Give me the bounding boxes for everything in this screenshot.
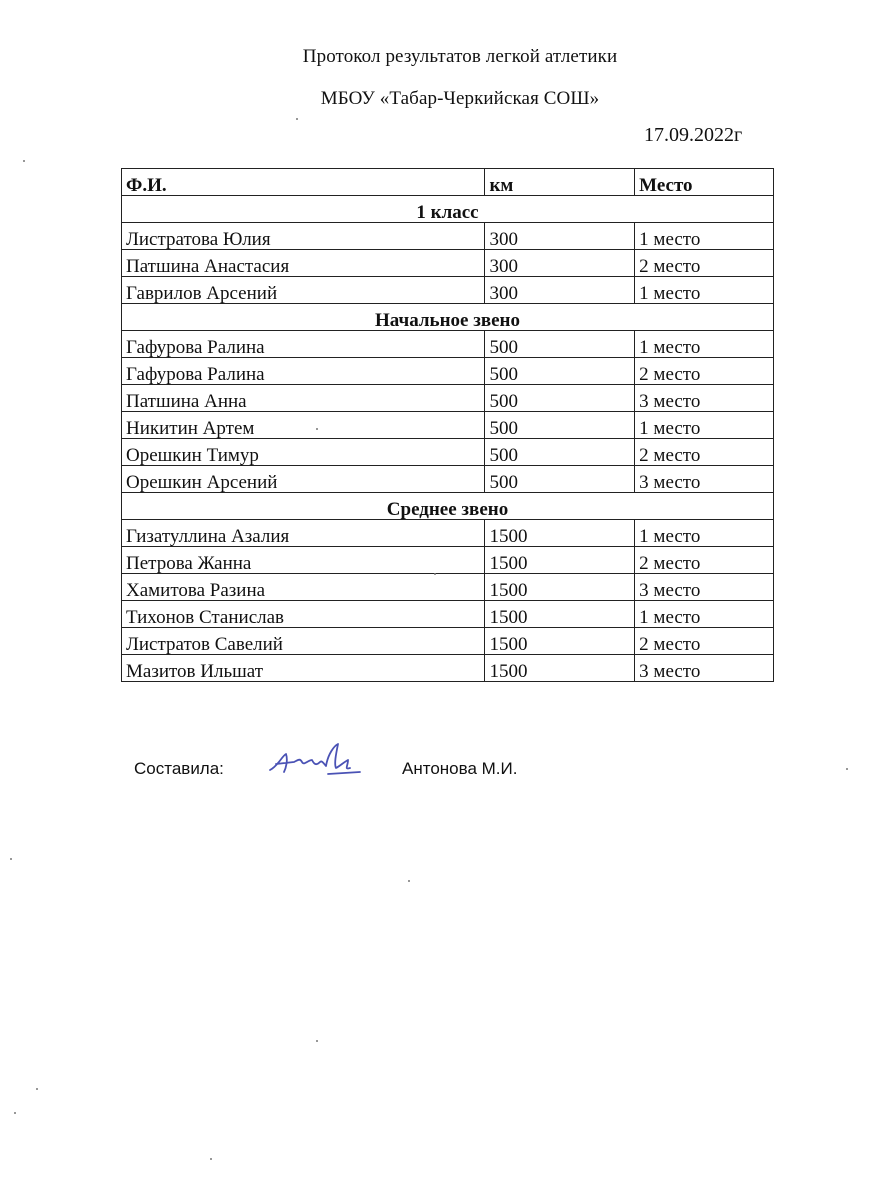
athlete-name-cell: Гизатуллина Азалия [122, 520, 485, 547]
athlete-name-cell: Мазитов Ильшат [122, 655, 485, 682]
place-cell: 2 место [635, 547, 774, 574]
scan-speck [14, 1112, 16, 1114]
results-body [122, 196, 774, 682]
place-cell: 1 место [635, 601, 774, 628]
place-cell: 2 место [635, 439, 774, 466]
table-row [122, 250, 774, 277]
athlete-name-cell: Никитин Артем [122, 412, 485, 439]
table-row [122, 223, 774, 250]
distance-cell: 300 [485, 277, 635, 304]
scan-speck [408, 880, 410, 882]
group-title: Среднее звено [122, 493, 774, 520]
table-row [122, 439, 774, 466]
place-cell: 3 место [635, 574, 774, 601]
table-row [122, 385, 774, 412]
compiled-by-label: Составила: [134, 759, 224, 778]
scan-speck [23, 160, 25, 162]
athlete-name-cell: Гафурова Ралина [122, 331, 485, 358]
school-name: МБОУ «Табар-Черкийская СОШ» [320, 88, 600, 109]
scan-speck [36, 1088, 38, 1090]
place-cell: 1 место [635, 223, 774, 250]
athlete-name-cell: Патшина Анна [122, 385, 485, 412]
group-title: Начальное звено [122, 304, 774, 331]
column-header-place: Место [635, 169, 774, 196]
athlete-name-cell: Гафурова Ралина [122, 358, 485, 385]
place-cell: 2 место [635, 628, 774, 655]
results-table [121, 168, 774, 682]
scan-speck [10, 858, 12, 860]
table-row [122, 520, 774, 547]
table-header-row [122, 169, 774, 196]
athlete-name-cell: Орешкин Тимур [122, 439, 485, 466]
document-date: 17.09.2022г [644, 124, 743, 146]
group-title: 1 класс [122, 196, 774, 223]
distance-cell: 300 [485, 250, 635, 277]
table-row [122, 601, 774, 628]
place-cell: 3 место [635, 466, 774, 493]
table-row [122, 574, 774, 601]
table-row [122, 628, 774, 655]
place-cell: 1 место [635, 412, 774, 439]
place-cell: 1 место [635, 331, 774, 358]
distance-cell: 300 [485, 223, 635, 250]
athlete-name-cell: Листратов Савелий [122, 628, 485, 655]
distance-cell: 1500 [485, 601, 635, 628]
athlete-name-cell: Листратова Юлия [122, 223, 485, 250]
distance-cell: 1500 [485, 628, 635, 655]
table-row [122, 412, 774, 439]
place-cell: 1 место [635, 520, 774, 547]
column-header-name: Ф.И. [122, 169, 485, 196]
distance-cell: 1500 [485, 655, 635, 682]
place-cell: 2 место [635, 358, 774, 385]
distance-cell: 500 [485, 358, 635, 385]
group-row [122, 493, 774, 520]
document-title: Протокол результатов легкой атлетики [302, 46, 618, 67]
scan-speck [296, 118, 298, 120]
distance-cell: 1500 [485, 547, 635, 574]
scan-speck [846, 768, 848, 770]
distance-cell: 500 [485, 412, 635, 439]
distance-cell: 500 [485, 331, 635, 358]
table-row [122, 277, 774, 304]
scan-speck [316, 1040, 318, 1042]
table-row [122, 547, 774, 574]
place-cell: 3 место [635, 385, 774, 412]
group-row [122, 196, 774, 223]
table-row [122, 331, 774, 358]
compiler-name: Антонова М.И. [402, 759, 518, 778]
distance-cell: 1500 [485, 520, 635, 547]
athlete-name-cell: Орешкин Арсений [122, 466, 485, 493]
table-row [122, 655, 774, 682]
distance-cell: 500 [485, 466, 635, 493]
place-cell: 2 место [635, 250, 774, 277]
place-cell: 1 место [635, 277, 774, 304]
distance-cell: 500 [485, 385, 635, 412]
scan-speck [210, 1158, 212, 1160]
signature-image [264, 738, 364, 782]
distance-cell: 500 [485, 439, 635, 466]
table-row [122, 466, 774, 493]
group-row [122, 304, 774, 331]
column-header-km: км [485, 169, 635, 196]
scan-speck [316, 428, 318, 430]
athlete-name-cell: Патшина Анастасия [122, 250, 485, 277]
athlete-name-cell: Тихонов Станислав [122, 601, 485, 628]
place-cell: 3 место [635, 655, 774, 682]
table-row [122, 358, 774, 385]
athlete-name-cell: Петрова Жанна [122, 547, 485, 574]
distance-cell: 1500 [485, 574, 635, 601]
scan-speck [434, 573, 436, 575]
athlete-name-cell: Хамитова Разина [122, 574, 485, 601]
athlete-name-cell: Гаврилов Арсений [122, 277, 485, 304]
